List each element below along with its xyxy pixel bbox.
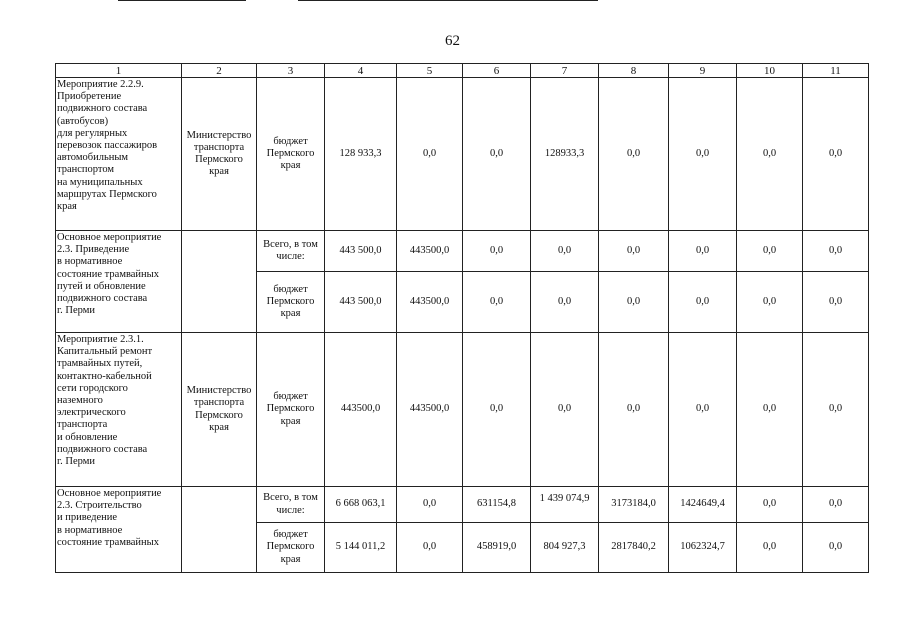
amount-col-8: 0,0 xyxy=(599,272,669,333)
amount-col-11: 0,0 xyxy=(803,78,869,231)
amount-col-9: 0,0 xyxy=(669,272,737,333)
top-scan-rule-right xyxy=(298,0,598,1)
amount-col-7: 1 439 074,9 xyxy=(531,487,599,523)
measure-name: Основное мероприятие 2.3. Строительство и приведение в нормативное состояние трамвайных xyxy=(56,487,182,573)
amount-col-8: 0,0 xyxy=(599,78,669,231)
amount-col-10: 0,0 xyxy=(737,487,803,523)
amount-col-11: 0,0 xyxy=(803,272,869,333)
amount-col-9: 0,0 xyxy=(669,78,737,231)
column-header-3: 3 xyxy=(257,64,325,78)
amount-col-10: 0,0 xyxy=(737,523,803,573)
amount-col-5: 0,0 xyxy=(397,523,463,573)
column-header-1: 1 xyxy=(56,64,182,78)
column-header-5: 5 xyxy=(397,64,463,78)
column-header-7: 7 xyxy=(531,64,599,78)
amount-col-8: 0,0 xyxy=(599,333,669,487)
amount-col-6: 0,0 xyxy=(463,78,531,231)
funding-source: Всего, в том числе: xyxy=(257,487,325,523)
measure-name: Основное мероприятие 2.3. Приведение в нормативное состояние трамвайных путей и обновление подвижного состава г. Перми xyxy=(56,231,182,333)
table-row xyxy=(56,78,869,231)
amount-col-5: 0,0 xyxy=(397,78,463,231)
executor xyxy=(182,231,257,333)
amount-col-4: 5 144 011,2 xyxy=(325,523,397,573)
executor xyxy=(182,487,257,573)
amount-col-7: 128933,3 xyxy=(531,78,599,231)
measure-name: Мероприятие 2.3.1. Капитальный ремонт трамвайных путей, контактно-кабельной сети городского наземного электрического транспорта и обновление подвижного состава г. Перми xyxy=(56,333,182,487)
page-number: 62 xyxy=(445,33,460,49)
amount-col-9: 0,0 xyxy=(669,231,737,272)
amount-col-8: 0,0 xyxy=(599,231,669,272)
amount-col-11: 0,0 xyxy=(803,231,869,272)
amount-col-7: 0,0 xyxy=(531,231,599,272)
amount-col-6: 0,0 xyxy=(463,333,531,487)
amount-col-5: 443500,0 xyxy=(397,333,463,487)
amount-col-10: 0,0 xyxy=(737,231,803,272)
column-header-9: 9 xyxy=(669,64,737,78)
column-header-6: 6 xyxy=(463,64,531,78)
funding-source: бюджет Пермского края xyxy=(257,272,325,333)
amount-col-11: 0,0 xyxy=(803,523,869,573)
budget-table xyxy=(55,63,869,573)
amount-col-4: 443 500,0 xyxy=(325,231,397,272)
amount-col-5: 443500,0 xyxy=(397,272,463,333)
header-row xyxy=(56,64,869,78)
funding-source: Всего, в том числе: xyxy=(257,231,325,272)
amount-col-4: 443500,0 xyxy=(325,333,397,487)
executor: Министерство транспорта Пермского края xyxy=(182,78,257,231)
amount-col-9: 1424649,4 xyxy=(669,487,737,523)
amount-col-5: 0,0 xyxy=(397,487,463,523)
amount-col-4: 6 668 063,1 xyxy=(325,487,397,523)
amount-col-4: 443 500,0 xyxy=(325,272,397,333)
column-header-4: 4 xyxy=(325,64,397,78)
column-header-2: 2 xyxy=(182,64,257,78)
amount-col-9: 0,0 xyxy=(669,333,737,487)
amount-col-6: 631154,8 xyxy=(463,487,531,523)
column-header-8: 8 xyxy=(599,64,669,78)
funding-source: бюджет Пермского края xyxy=(257,333,325,487)
amount-col-10: 0,0 xyxy=(737,78,803,231)
table-body xyxy=(56,64,869,573)
amount-col-11: 0,0 xyxy=(803,487,869,523)
top-scan-rule-left xyxy=(118,0,246,1)
amount-col-6: 458919,0 xyxy=(463,523,531,573)
table-row xyxy=(56,487,869,523)
amount-col-10: 0,0 xyxy=(737,272,803,333)
measure-name: Мероприятие 2.2.9. Приобретение подвижного состава (автобусов) для регулярных перевозок пассажиров автомобильным транспортом на муниципальных маршрутах Пермского края xyxy=(56,78,182,231)
amount-col-9: 1062324,7 xyxy=(669,523,737,573)
amount-col-7: 0,0 xyxy=(531,333,599,487)
table-row xyxy=(56,333,869,487)
amount-col-11: 0,0 xyxy=(803,333,869,487)
funding-source: бюджет Пермского края xyxy=(257,523,325,573)
column-header-11: 11 xyxy=(803,64,869,78)
amount-col-7: 804 927,3 xyxy=(531,523,599,573)
amount-col-8: 2817840,2 xyxy=(599,523,669,573)
amount-col-8: 3173184,0 xyxy=(599,487,669,523)
amount-col-10: 0,0 xyxy=(737,333,803,487)
amount-col-7: 0,0 xyxy=(531,272,599,333)
amount-col-5: 443500,0 xyxy=(397,231,463,272)
table-row xyxy=(56,231,869,272)
executor: Министерство транспорта Пермского края xyxy=(182,333,257,487)
column-header-10: 10 xyxy=(737,64,803,78)
amount-col-6: 0,0 xyxy=(463,272,531,333)
amount-col-6: 0,0 xyxy=(463,231,531,272)
funding-source: бюджет Пермского края xyxy=(257,78,325,231)
amount-col-4: 128 933,3 xyxy=(325,78,397,231)
